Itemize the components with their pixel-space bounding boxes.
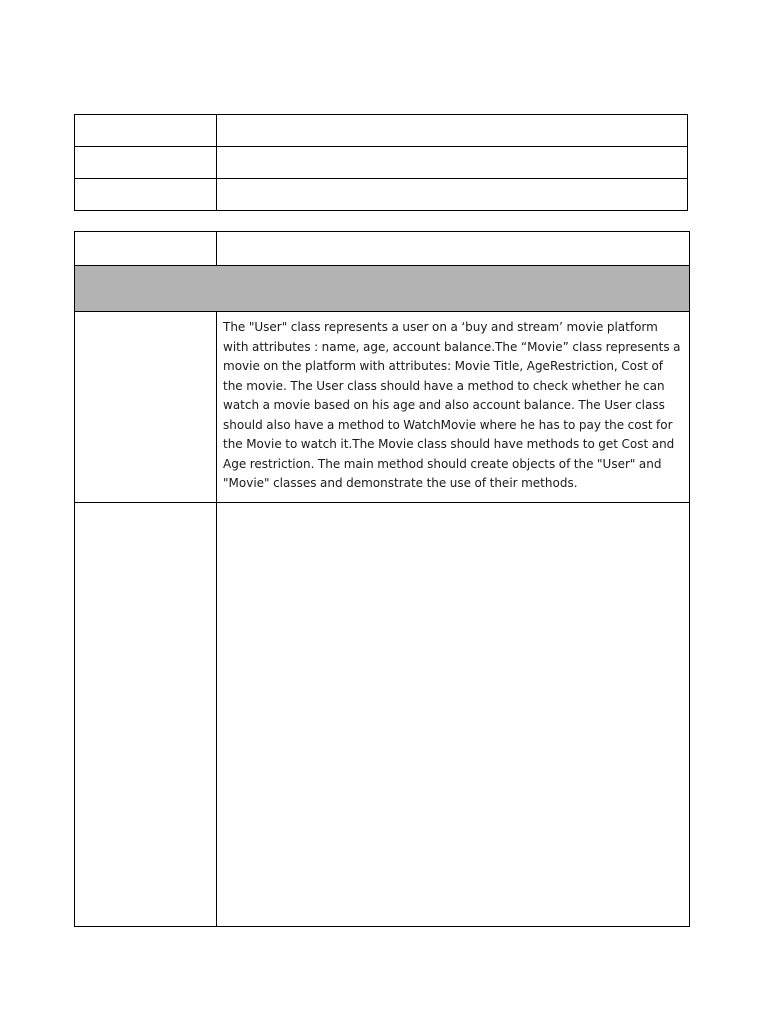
title-row-label — [75, 232, 217, 266]
header-row-3 — [75, 179, 688, 211]
header-row-1-label — [75, 115, 217, 147]
title-row-value — [217, 232, 690, 266]
answer-area — [217, 502, 690, 926]
header-row-2-value — [217, 147, 688, 179]
header-row-2-label — [75, 147, 217, 179]
header-row-3-value — [217, 179, 688, 211]
header-row-1-value — [217, 115, 688, 147]
problem-row-label — [75, 312, 217, 503]
title-row — [75, 232, 690, 266]
header-row-3-label — [75, 179, 217, 211]
answer-row — [75, 502, 690, 926]
answer-row-label — [75, 502, 217, 926]
section-header-shaded — [75, 266, 690, 312]
problem-row — [75, 312, 690, 503]
assignment-table — [74, 231, 690, 927]
header-row-2 — [75, 147, 688, 179]
header-row-1 — [75, 115, 688, 147]
header-info-table — [74, 114, 688, 211]
section-header-row — [75, 266, 690, 312]
problem-description: The "User" class represents a user on a ‘buy and stream’ movie platform with attributes : name, age, account balance.The “Movie” class represents a movie on the platform with attributes: Movie Title, AgeRestriction, Cost of the movie. The User class should have a method to check whether he can watch a movie based on his age and also account balance. The User class should also have a method to WatchMovie where he has to pay the cost for the Movie to watch it.The Movie class should have methods to get Cost and Age restriction. The main method should create objects of the "User" and "Movie" classes and demonstrate the use of their methods. — [217, 312, 690, 503]
